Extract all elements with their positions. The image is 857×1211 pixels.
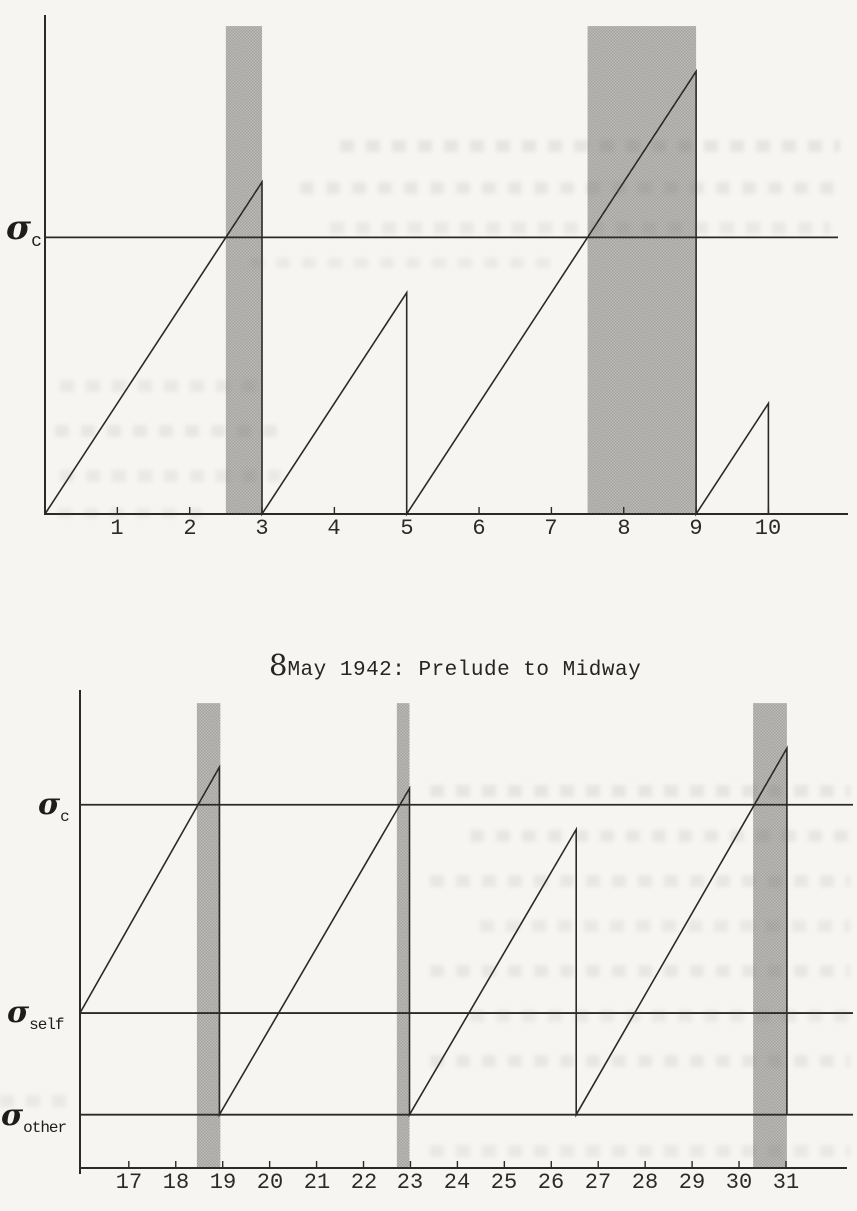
x-tick-label: 18	[162, 1170, 190, 1195]
shaded-band	[397, 703, 410, 1168]
x-tick-label: 31	[772, 1170, 800, 1195]
x-tick-label: 25	[490, 1170, 518, 1195]
x-tick-label: 30	[725, 1170, 753, 1195]
x-tick-label: 2	[183, 516, 197, 541]
x-tick-label: 7	[544, 516, 558, 541]
x-tick-label: 20	[256, 1170, 284, 1195]
x-tick-label: 27	[584, 1170, 612, 1195]
bottom-chart-bands	[197, 703, 787, 1168]
bottom-chart-threshold-lines	[80, 805, 853, 1115]
x-tick-label: 19	[209, 1170, 237, 1195]
chart-title-text: May 1942: Prelude to Midway	[287, 659, 642, 682]
x-tick-label: 3	[255, 516, 269, 541]
x-tick-label: 21	[303, 1170, 331, 1195]
shaded-band	[588, 26, 697, 514]
x-tick-label: 4	[327, 516, 341, 541]
bottom-chart-ticks	[129, 1161, 786, 1168]
chart-title-number: 8	[269, 648, 288, 682]
shaded-band	[753, 703, 787, 1168]
top-chart-group	[44, 15, 848, 514]
bottom-sawtooth-line	[80, 748, 787, 1114]
x-tick-label: 28	[631, 1170, 659, 1195]
sigma-other-label: σother	[1, 1098, 67, 1137]
x-tick-label: 22	[350, 1170, 378, 1195]
x-tick-label: 8	[617, 516, 631, 541]
chart-title	[269, 650, 641, 686]
bottom-chart-group	[79, 690, 853, 1174]
top-chart-bands	[226, 26, 696, 514]
sigma-c-label-bottom: σc	[38, 787, 69, 826]
x-tick-label: 29	[678, 1170, 706, 1195]
top-chart-axes	[44, 15, 848, 514]
x-tick-label: 10	[754, 516, 782, 541]
x-tick-label: 23	[396, 1170, 424, 1195]
x-tick-label: 26	[537, 1170, 565, 1195]
x-tick-label: 24	[443, 1170, 471, 1195]
shaded-band	[226, 26, 262, 514]
x-tick-label: 1	[110, 516, 124, 541]
sigma-self-label: σself	[7, 995, 64, 1034]
x-tick-label: 6	[472, 516, 486, 541]
bottom-chart-axes	[79, 690, 847, 1174]
x-tick-label: 17	[115, 1170, 143, 1195]
x-tick-label: 9	[689, 516, 703, 541]
sigma-c-label-top: σc	[6, 208, 41, 252]
x-tick-label: 5	[400, 516, 414, 541]
